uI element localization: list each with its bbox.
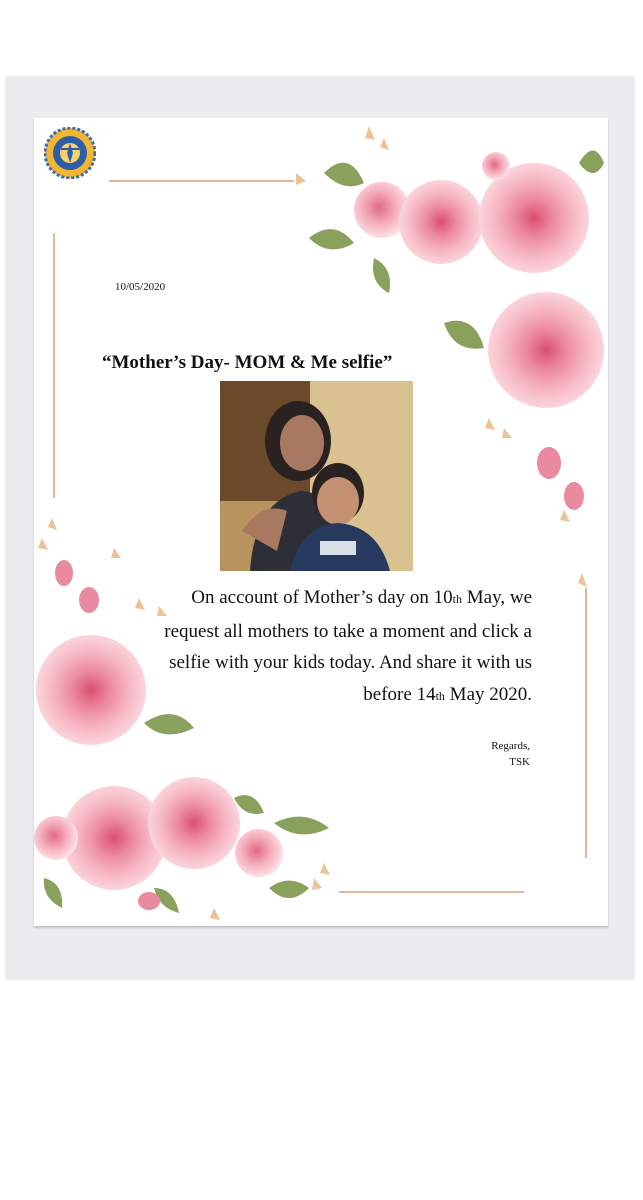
flyer-title: “Mother’s Day- MOM & Me selfie”	[102, 352, 393, 373]
document-date: 10/05/2020	[115, 281, 166, 293]
sign-off	[454, 738, 530, 770]
message-line: selfie with your kids today. And share it with us	[169, 652, 532, 673]
message-line: before 14th May 2020.	[363, 683, 532, 705]
flyer-message	[118, 582, 532, 712]
message-line: request all mothers to take a moment and click a	[164, 620, 532, 642]
signature-text: TSK	[509, 756, 530, 768]
closing-text: Regards,	[491, 740, 530, 752]
flyer-page	[34, 118, 608, 926]
message-line: On account of Mother’s day on 10th May, we	[191, 587, 532, 608]
school-logo-icon	[44, 127, 96, 179]
mother-and-child-photo	[220, 381, 413, 571]
